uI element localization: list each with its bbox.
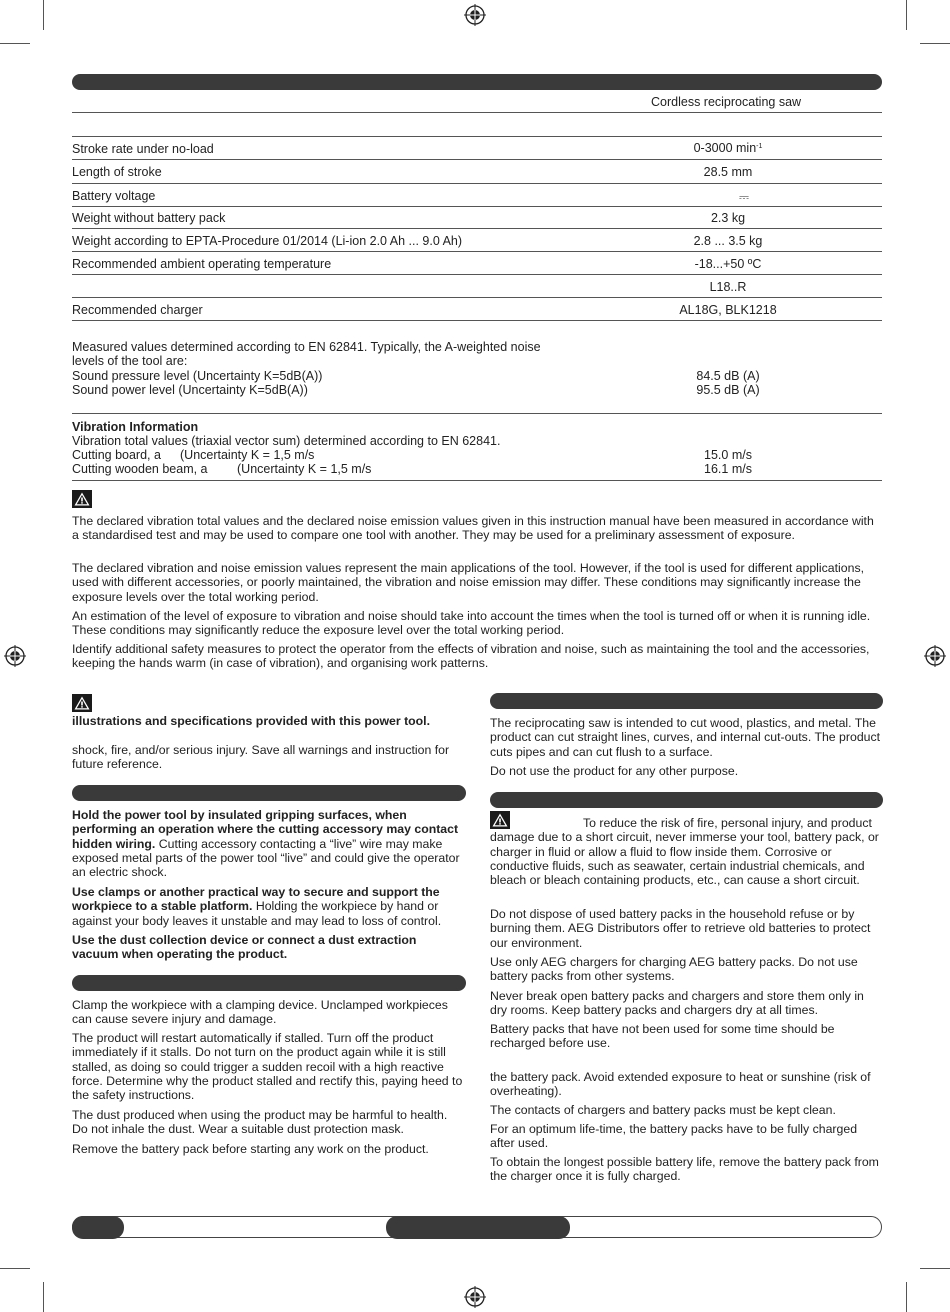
section-header-bar <box>72 74 882 90</box>
spec-value: AL18G, BLK1218 <box>679 303 777 317</box>
crop-mark <box>906 1282 907 1312</box>
section-header-bar <box>490 693 883 709</box>
sound-pressure-value: 84.5 dB (A) <box>696 369 760 383</box>
general-warning-bold: illustrations and specifications provided with this power tool. <box>72 714 431 728</box>
safety-paragraph: Use the dust collection device or connect a dust extraction vacuum when operating the product. <box>72 933 417 962</box>
divider <box>72 159 882 160</box>
spec-value: 2.3 kg <box>710 211 746 225</box>
battery-paragraph: Never break open battery packs and chargers and store them only in dry rooms. Keep battery packs and chargers dry at all times. <box>490 989 864 1018</box>
dc-voltage-icon: ⎓ <box>739 190 749 204</box>
safety-paragraph: The product will restart automatically if stalled. Turn off the product immediately if it stalls. Do not turn on the product again while it is still stalled, as doing so could trigger a sudden recoil with a high reactive force. Determine why the product stalled and rectify this, paying heed to the safety instructions. <box>72 1031 463 1103</box>
registration-mark-icon <box>924 645 946 667</box>
product-name: Cordless reciprocating saw <box>651 95 802 109</box>
cutting-board-value: 15.0 m/s <box>704 448 752 462</box>
spec-value: L18..R <box>709 280 747 294</box>
divider <box>72 112 882 113</box>
warning-icon <box>72 694 92 712</box>
section-header-bar <box>490 792 883 808</box>
spec-value: 28.5 mm <box>703 165 753 179</box>
divider <box>72 206 882 207</box>
spec-label: Stroke rate under no-load <box>72 142 214 156</box>
spec-value: 2.8 ... 3.5 kg <box>693 234 763 248</box>
sound-pressure-label: Sound pressure level (Uncertainty K=5dB(A)) <box>72 369 323 383</box>
registration-mark-icon <box>464 1286 486 1308</box>
warning-paragraph: Identify additional safety measures to protect the operator from the effects of vibration and noise, such as maintaining the tool and the accessories, keeping the hands warm (in case of vibration), and organising work patterns. <box>72 642 870 671</box>
divider <box>72 274 882 275</box>
spec-label: Length of stroke <box>72 165 162 179</box>
registration-mark-icon <box>464 4 486 26</box>
divider <box>72 413 882 414</box>
warning-paragraph: An estimation of the level of exposure to vibration and noise should take into account the times when the tool is turned off or when it is running idle. These conditions may significantly reduce the exposure level over the total working period. <box>72 609 871 638</box>
spec-value: 0-3000 $\min^{-1}$ <box>693 141 763 155</box>
footer-language-tab <box>386 1216 570 1239</box>
section-header-bar <box>72 975 466 991</box>
safety-paragraph: Use clamps or another practical way to secure and support the workpiece to a stable platform. Holding the workpiece by hand or against your body leaves it unstable and may lead to loss of control. <box>72 885 442 928</box>
battery-paragraph: The contacts of chargers and battery packs must be kept clean. <box>490 1103 836 1117</box>
crop-mark <box>906 0 907 30</box>
safety-paragraph: Remove the battery pack before starting any work on the product. <box>72 1142 429 1156</box>
general-warning-text: shock, fire, and/or serious injury. Save all warnings and instruction for future reference. <box>72 743 450 772</box>
crop-mark <box>920 43 950 44</box>
cutting-beam-value: 16.1 m/s <box>704 462 752 476</box>
noise-intro: Measured values determined according to EN 62841. Typically, the A-weighted noise <box>72 340 541 354</box>
divider <box>72 251 882 252</box>
use-paragraph: Do not use the product for any other purpose. <box>490 764 739 778</box>
battery-paragraph: Battery packs that have not been used for some time should be recharged before use. <box>490 1022 835 1051</box>
safety-paragraph: The dust produced when using the product may be harmful to health. Do not inhale the dust. Wear a suitable dust protection mask. <box>72 1108 448 1137</box>
warning-paragraph: The declared vibration and noise emission values represent the main applications of the tool. However, if the tool is used for different applications, used with different accessories, or poorly maintained, the vibration and noise emission may differ. These conditions may significantly increase the exposure levels over the total working period. <box>72 561 865 604</box>
battery-paragraph: Do not dispose of used battery packs in the household refuse or by burning them. AEG Distributors offer to retrieve old batteries to protect our environment. <box>490 907 871 950</box>
noise-intro: levels of the tool are: <box>72 354 188 368</box>
spec-value: -18...+50 ºC <box>694 257 762 271</box>
divider <box>72 480 882 481</box>
spec-label: Battery voltage <box>72 189 156 203</box>
crop-mark <box>43 0 44 30</box>
footer-page-tab <box>72 1216 124 1239</box>
vibration-intro: Vibration total values (triaxial vector sum) determined according to EN 62841. <box>72 434 501 448</box>
vibration-heading: Vibration Information <box>72 420 199 434</box>
divider <box>72 297 882 298</box>
cutting-board-label: Cutting board, a <box>72 448 161 462</box>
cutting-board-uncertainty: (Uncertainty K = 1,5 m/s <box>180 448 315 462</box>
sound-power-label: Sound power level (Uncertainty K=5dB(A)) <box>72 383 308 397</box>
battery-paragraph: To reduce the risk of fire, personal injury, and product damage due to a short circuit, never immerse your tool, battery pack, or charger in fluid or allow a fluid to flow inside them. Corrosive or conductive fluids, such as seawater, certain industrial chemicals, and bleach or bleach containing products, etc., can cause a short circuit. <box>490 816 879 888</box>
warning-icon <box>72 490 92 508</box>
use-paragraph: The reciprocating saw is intended to cut wood, plastics, and metal. The product can cut straight lines, curves, and internal cut-outs. The product cuts pipes and can cut flush to a surface. <box>490 716 881 759</box>
cutting-beam-label: Cutting wooden beam, a <box>72 462 208 476</box>
sound-power-value: 95.5 dB (A) <box>696 383 760 397</box>
crop-mark <box>920 1268 950 1269</box>
cutting-beam-uncertainty: (Uncertainty K = 1,5 m/s <box>237 462 372 476</box>
spec-label: Weight according to EPTA-Procedure 01/2014 (Li-ion 2.0 Ah ... 9.0 Ah) <box>72 234 463 248</box>
warning-paragraph: The declared vibration total values and the declared noise emission values given in this instruction manual have been measured in accordance with a standardised test and may be used to compare one tool with another. They may be used for a preliminary assessment of exposure. <box>72 514 874 543</box>
battery-paragraph: the battery pack. Avoid extended exposure to heat or sunshine (risk of overheating). <box>490 1070 871 1099</box>
battery-paragraph: Use only AEG chargers for charging AEG battery packs. Do not use battery packs from other systems. <box>490 955 858 984</box>
spec-label: Weight without battery pack <box>72 211 226 225</box>
battery-paragraph: For an optimum life-time, the battery packs have to be fully charged after used. <box>490 1122 858 1151</box>
battery-paragraph: To obtain the longest possible battery life, remove the battery pack from the charger once it is fully charged. <box>490 1155 879 1184</box>
crop-mark <box>0 43 30 44</box>
divider <box>72 228 882 229</box>
safety-paragraph: Hold the power tool by insulated gripping surfaces, when performing an operation where the cutting accessory may contact hidden wiring. Cutting accessory contacting a “live” wire may make exposed metal parts of the power tool “live” and could give the operator an electric shock. <box>72 808 460 880</box>
crop-mark <box>0 1268 30 1269</box>
crop-mark <box>43 1282 44 1312</box>
safety-paragraph: Clamp the workpiece with a clamping device. Unclamped workpieces can cause severe injury and damage. <box>72 998 448 1027</box>
divider <box>72 183 882 184</box>
divider <box>72 136 882 137</box>
divider <box>72 320 882 321</box>
registration-mark-icon <box>4 645 26 667</box>
spec-label: Recommended ambient operating temperature <box>72 257 332 271</box>
section-header-bar <box>72 785 466 801</box>
spec-label: Recommended charger <box>72 303 203 317</box>
